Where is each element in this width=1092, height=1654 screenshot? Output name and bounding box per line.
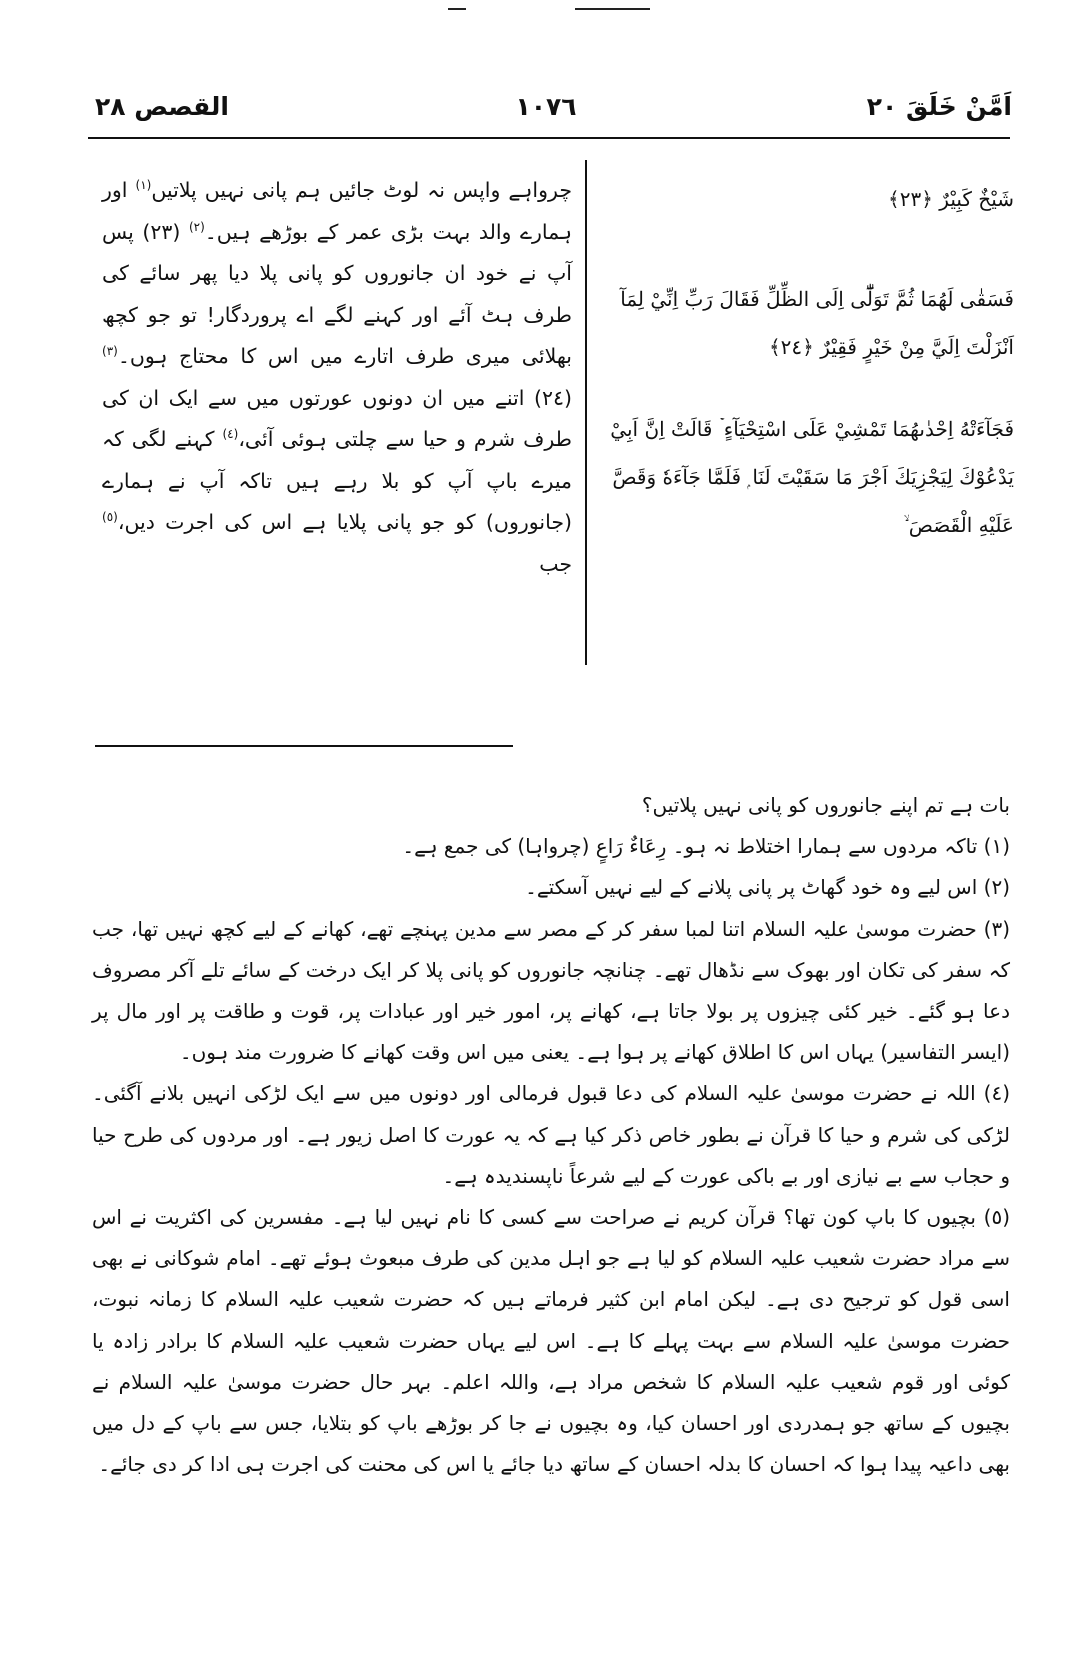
footnote-marker: (١) — [135, 178, 152, 193]
arabic-verse: فَسَقٰى لَهُمَا ثُمَّ تَوَلّٰٓى اِلَى الظِّلِّ فَقَالَ رَبِّ اِنِّيْ لِمَآ اَنْزَلْتَ اِلَيَّ مِنْ خَيْرٍ فَقِيْرٌ ﴿٢٤﴾ — [620, 287, 1014, 359]
arabic-verse: فَجَآءَتْهُ اِحْدٰىهُمَا تَمْشِيْ عَلَى اسْتِحْيَآءٍ ۡ قَالَتْ اِنَّ اَبِيْ يَدْعُوْكَ لِيَجْزِيَكَ اَجْرَ مَا سَقَيْتَ لَنَا ۭ فَلَمَّا جَآءَهٗ وَقَصَّ عَلَيْهِ الْقَصَصَ ۙ — [610, 417, 1014, 537]
top-edge-mark — [448, 8, 466, 10]
footnote: (٥) بچیوں کا باپ کون تھا؟ قرآن کریم نے صراحت سے کسی کا نام نہیں لیا ہے۔ مفسرین کی اکثریت نے اس سے مراد حضرت شعیب علیہ السلام کو لیا ہے جو اہل مدین کی طرف مبعوث ہوئے تھے۔ امام شوکانی نے بھی اسی قول کو ترجیح دی ہے۔ لیکن امام ابن کثیر فرماتے ہیں کہ حضرت شعیب علیہ السلام کا زمانہ نبوت، حضرت موسیٰ علیہ السلام سے بہت پہلے کا ہے۔ اس لیے یہاں حضرت شعیب علیہ السلام کا برادر زادہ یا کوئی اور قوم شعیب علیہ السلام کا شخص مراد ہے، واللہ اعلم۔ بہر حال حضرت موسیٰ علیہ السلام نے بچیوں کے ساتھ جو ہمدردی اور احسان کیا، وہ بچیوں نے جا کر بوڑھے باپ کو بتلایا، جس سے باپ کے دل میں بھی داعیہ پیدا ہوا کہ احسان کا بدلہ احسان کے ساتھ دیا جائے یا اس کی محنت کی اجرت ہی ادا کر دی جائے۔ — [92, 1205, 1010, 1477]
translation-text: اتنے میں ان دونوں عورتوں میں سے ایک ان کی طرف شرم و حیا سے چلتی ہوئی آئی، — [102, 385, 572, 451]
header-page-number: ١٠٧٦ — [515, 92, 577, 121]
header-rule — [88, 137, 1010, 139]
translation-text: کہنے لگی کہ میرے باپ آپ کو بلا رہے ہیں تاکہ آپ نے ہمارے (جانوروں) کو جو پانی پلایا ہے اس کی اجرت دیں، — [102, 427, 572, 534]
footnotes-section — [92, 785, 1010, 1485]
arabic-verse: شَيْخٌ كَبِيْرٌ ﴿٢٣﴾ — [888, 187, 1014, 211]
footnote-marker: (٢) — [188, 219, 205, 234]
footnote-marker: (٥) — [102, 510, 118, 525]
column-divider — [585, 160, 587, 665]
footnote: (١) تاکہ مردوں سے ہمارا اختلاط نہ ہو۔ رِعَاءٌ رَاعٍ (چرواہا) کی جمع ہے۔ — [402, 834, 1010, 859]
top-edge-mark — [575, 8, 650, 10]
footnote-marker: (٣) — [102, 344, 118, 359]
verse-number: (٢٤) — [533, 385, 572, 410]
translation-text: پس آپ نے خود ان جانوروں کو پانی پلا دیا پھر سائے کی طرف ہٹ آئے اور کہنے لگے اے پروردگار! تو جو کچھ بھلائی میری طرف اتارے میں اس کا محتاج ہوں۔ — [102, 219, 572, 368]
footnote: (٣) حضرت موسیٰ علیہ السلام اتنا لمبا سفر کر کے مصر سے مدین پہنچے تھے، کھانے کے لیے کچھ نہیں تھا، جب کہ سفر کی تکان اور بھوک سے نڈھال تھے۔ چنانچہ جانوروں کو پانی پلا کر ایک درخت کے سائے تلے آکر مصروف دعا ہو گئے۔ خیر کئی چیزوں پر بولا جاتا ہے، کھانے پر، امور خیر اور عبادات پر، قوت و طاقت پر اور مال پر (ایسر التفاسیر) یہاں اس کا اطلاق کھانے پر ہوا ہے۔ یعنی میں اس وقت کھانے کا ضرورت مند ہوں۔ — [92, 916, 1010, 1065]
footnote: بات ہے تم اپنے جانوروں کو پانی نہیں پلاتیں؟ — [641, 793, 1010, 817]
translation-column — [102, 170, 572, 585]
header-para-name: اَمَّنْ خَلَقَ ٢٠ — [866, 92, 1012, 121]
translation-text: چرواہے واپس نہ لوٹ جائیں ہم پانی نہیں پلاتیں — [151, 178, 572, 202]
verse-number: (٢٣) — [142, 219, 189, 244]
footnote: (٢) اس لیے وہ خود گھاٹ پر پانی پلانے کے لیے نہیں آسکتے۔ — [525, 875, 1010, 900]
translation-text: جب — [539, 551, 572, 576]
footnote: (٤) اللہ نے حضرت موسیٰ علیہ السلام کی دعا قبول فرمالی اور دونوں میں سے ایک لڑکی انہیں بلانے آگئی۔ لڑکی کی شرم و حیا کا قرآن نے بطور خاص ذکر کیا ہے کہ یہ عورت کا اصل زیور ہے۔ اور مردوں کی طرح حیا و حجاب سے بے نیازی اور بے باکی عورت کے لیے شرعاً ناپسندیدہ ہے۔ — [92, 1081, 1010, 1188]
arabic-column — [602, 175, 1014, 583]
header-surah-name: القصص ٢٨ — [95, 92, 229, 121]
footnote-marker: (٤) — [222, 427, 239, 442]
translation-text: اور ہمارے والد بہت بڑی عمر کے بوڑھے ہیں۔ — [102, 178, 572, 244]
footnote-separator — [95, 745, 513, 747]
